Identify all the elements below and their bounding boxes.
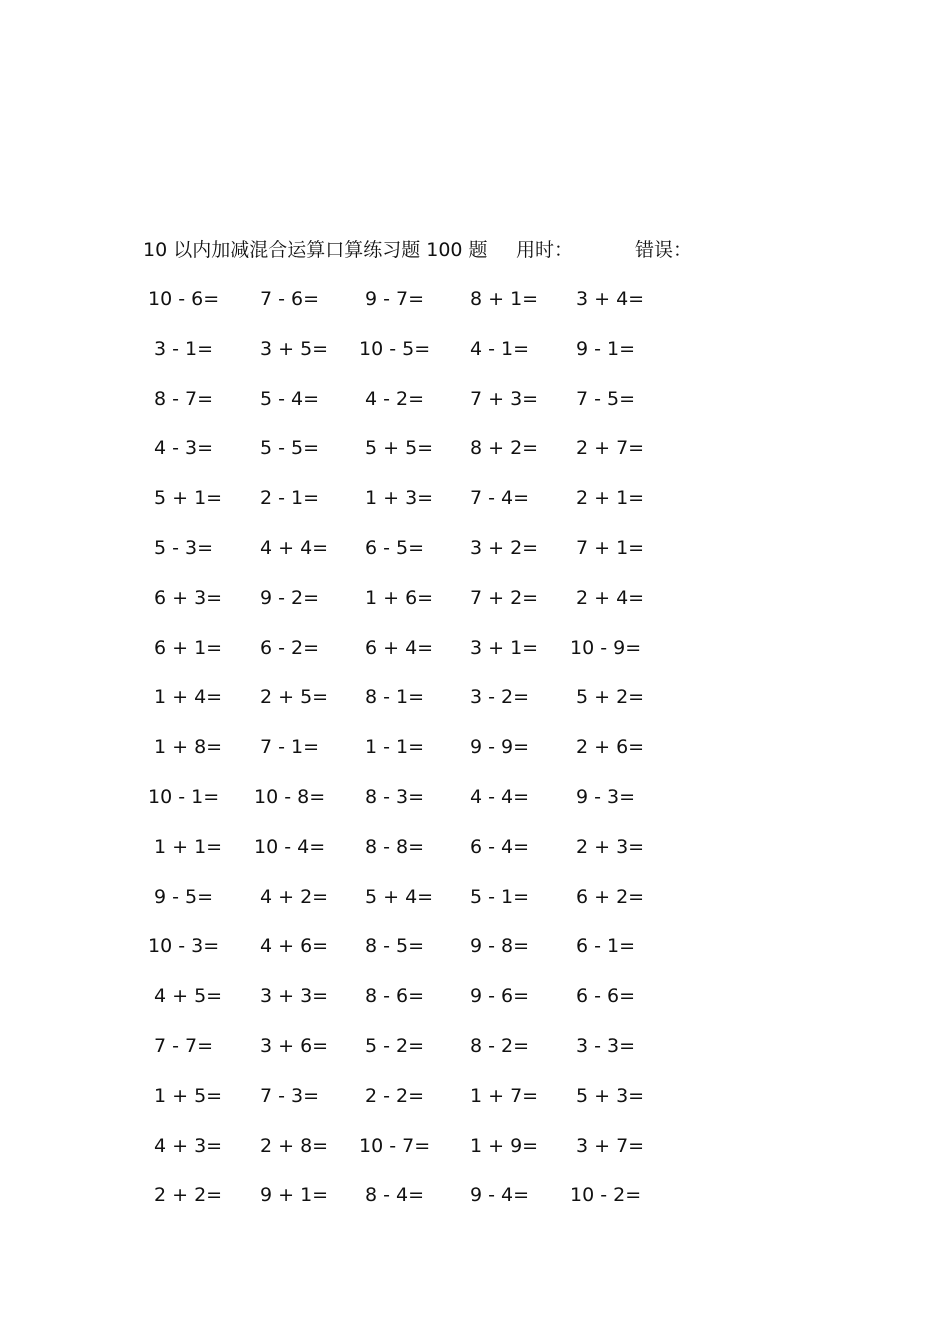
arithmetic-problem: 5 + 1= — [154, 487, 223, 510]
arithmetic-problem: 2 + 4= — [576, 586, 645, 609]
arithmetic-problem: 8 + 1= — [470, 288, 539, 310]
arithmetic-problem: 8 - 3= — [365, 785, 425, 808]
arithmetic-problem: 7 - 6= — [260, 288, 320, 310]
arithmetic-problem: 5 + 2= — [576, 686, 645, 709]
arithmetic-problem: 3 + 2= — [470, 536, 539, 559]
arithmetic-problem: 2 - 2= — [365, 1084, 425, 1107]
arithmetic-problem: 5 + 3= — [576, 1084, 645, 1107]
arithmetic-problem: 4 + 6= — [260, 935, 329, 958]
arithmetic-problem: 6 - 6= — [576, 985, 636, 1008]
arithmetic-problem: 7 - 7= — [154, 1034, 214, 1057]
arithmetic-problem: 1 + 3= — [365, 487, 434, 510]
arithmetic-problem: 1 + 6= — [365, 586, 434, 609]
arithmetic-problem: 4 + 4= — [260, 536, 329, 559]
arithmetic-problem: 3 + 7= — [576, 1134, 645, 1157]
arithmetic-problem: 3 + 5= — [260, 337, 329, 360]
arithmetic-problem: 6 + 1= — [154, 636, 223, 659]
arithmetic-problem: 1 + 7= — [470, 1084, 539, 1107]
arithmetic-problem: 6 + 4= — [365, 636, 434, 659]
arithmetic-problem: 10 - 6= — [148, 288, 220, 310]
arithmetic-problem: 5 - 2= — [365, 1034, 425, 1057]
arithmetic-problem: 3 - 3= — [576, 1034, 636, 1057]
arithmetic-problem: 9 - 3= — [576, 785, 636, 808]
arithmetic-problem: 7 - 1= — [260, 736, 320, 759]
arithmetic-problem: 2 + 2= — [154, 1184, 223, 1207]
arithmetic-problem: 10 - 7= — [359, 1134, 431, 1157]
arithmetic-problem: 7 + 3= — [470, 387, 539, 410]
arithmetic-problem: 4 + 2= — [260, 885, 329, 908]
arithmetic-problem: 9 - 6= — [470, 985, 530, 1008]
arithmetic-problem: 7 + 1= — [576, 536, 645, 559]
arithmetic-problem: 10 - 1= — [148, 785, 220, 808]
arithmetic-problem: 3 + 4= — [576, 288, 645, 310]
arithmetic-problem: 10 - 5= — [359, 337, 431, 360]
arithmetic-problem: 9 - 8= — [470, 935, 530, 958]
arithmetic-problem: 8 + 2= — [470, 437, 539, 460]
arithmetic-problem: 5 + 5= — [365, 437, 434, 460]
arithmetic-problem: 9 - 9= — [470, 736, 530, 759]
arithmetic-problem: 8 - 6= — [365, 985, 425, 1008]
arithmetic-problem: 2 - 1= — [260, 487, 320, 510]
arithmetic-problem: 4 - 2= — [365, 387, 425, 410]
time-used-label: 用时： — [516, 239, 574, 261]
arithmetic-problem: 4 - 3= — [154, 437, 214, 460]
arithmetic-problem: 8 - 7= — [154, 387, 214, 410]
arithmetic-problem: 1 + 9= — [470, 1134, 539, 1157]
arithmetic-problem: 5 - 5= — [260, 437, 320, 460]
arithmetic-problem: 1 + 4= — [154, 686, 223, 709]
arithmetic-problem: 5 - 1= — [470, 885, 530, 908]
arithmetic-problem: 1 - 1= — [365, 736, 425, 759]
arithmetic-problem: 10 - 3= — [148, 935, 220, 958]
arithmetic-problem: 8 - 1= — [365, 686, 425, 709]
arithmetic-problem: 2 + 3= — [576, 835, 645, 858]
arithmetic-problem: 8 - 8= — [365, 835, 425, 858]
arithmetic-problem: 9 - 7= — [365, 288, 425, 310]
arithmetic-problem: 6 - 1= — [576, 935, 636, 958]
arithmetic-problem: 6 - 4= — [470, 835, 530, 858]
arithmetic-problem: 5 - 3= — [154, 536, 214, 559]
arithmetic-problem: 2 + 5= — [260, 686, 329, 709]
arithmetic-problem: 3 - 2= — [470, 686, 530, 709]
arithmetic-problem: 3 - 1= — [154, 337, 214, 360]
arithmetic-problem: 8 - 5= — [365, 935, 425, 958]
arithmetic-problem: 9 - 5= — [154, 885, 214, 908]
arithmetic-problem: 7 + 2= — [470, 586, 539, 609]
arithmetic-problem: 2 + 7= — [576, 437, 645, 460]
arithmetic-problem: 1 + 1= — [154, 835, 223, 858]
arithmetic-problem: 6 + 2= — [576, 885, 645, 908]
arithmetic-problem: 4 - 1= — [470, 337, 530, 360]
arithmetic-problem: 10 - 2= — [570, 1184, 642, 1207]
arithmetic-problem: 6 - 2= — [260, 636, 320, 659]
arithmetic-problem: 3 + 3= — [260, 985, 329, 1008]
arithmetic-problem: 2 + 6= — [576, 736, 645, 759]
arithmetic-problem: 2 + 8= — [260, 1134, 329, 1157]
arithmetic-problem: 7 - 5= — [576, 387, 636, 410]
errors-label: 错误： — [635, 239, 693, 261]
arithmetic-problem: 7 - 4= — [470, 487, 530, 510]
arithmetic-problem: 1 + 5= — [154, 1084, 223, 1107]
arithmetic-problem: 3 + 6= — [260, 1034, 329, 1057]
arithmetic-problem: 7 - 3= — [260, 1084, 320, 1107]
arithmetic-problem: 9 - 1= — [576, 337, 636, 360]
arithmetic-problem: 4 + 3= — [154, 1134, 223, 1157]
arithmetic-problem: 8 - 4= — [365, 1184, 425, 1207]
worksheet-title: 10 以内加减混合运算口算练习题 100 题 — [143, 239, 488, 261]
arithmetic-problem: 9 + 1= — [260, 1184, 329, 1207]
arithmetic-problem: 8 - 2= — [470, 1034, 530, 1057]
arithmetic-problem: 10 - 9= — [570, 636, 642, 659]
arithmetic-problem: 3 + 1= — [470, 636, 539, 659]
arithmetic-problem: 9 - 2= — [260, 586, 320, 609]
arithmetic-problem: 2 + 1= — [576, 487, 645, 510]
arithmetic-problem: 4 - 4= — [470, 785, 530, 808]
arithmetic-problem: 9 - 4= — [470, 1184, 530, 1207]
arithmetic-problem: 10 - 8= — [254, 785, 326, 808]
arithmetic-problem: 6 + 3= — [154, 586, 223, 609]
arithmetic-problem: 5 - 4= — [260, 387, 320, 410]
arithmetic-problem: 6 - 5= — [365, 536, 425, 559]
arithmetic-problem: 1 + 8= — [154, 736, 223, 759]
arithmetic-problem: 4 + 5= — [154, 985, 223, 1008]
arithmetic-problem: 5 + 4= — [365, 885, 434, 908]
arithmetic-problem: 10 - 4= — [254, 835, 326, 858]
